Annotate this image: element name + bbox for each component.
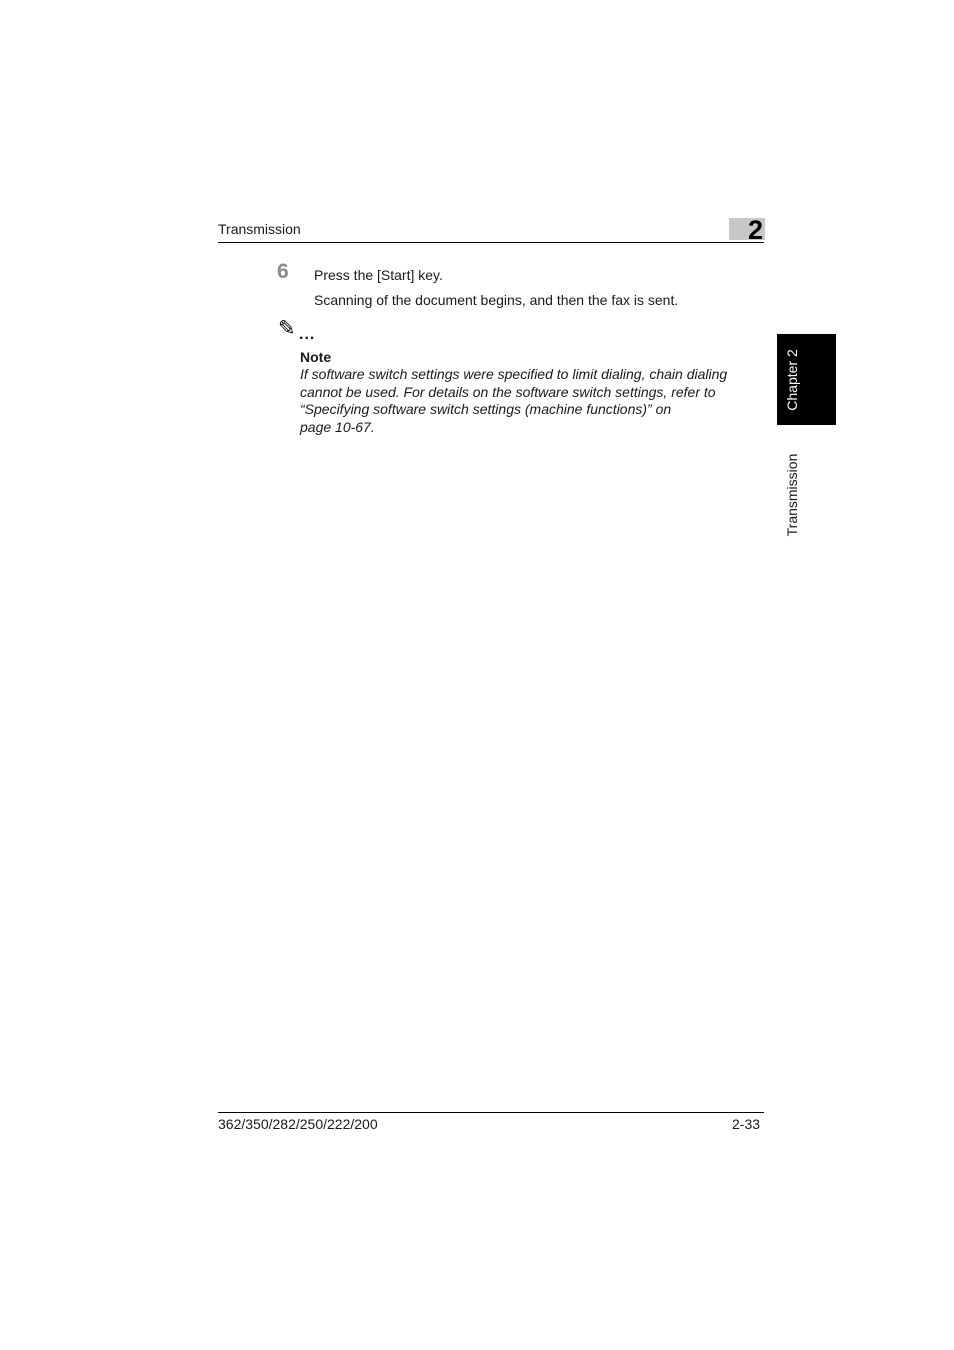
pencil-icon: ✎ [278, 317, 296, 340]
step-number: 6 [277, 260, 289, 283]
note-line: page 10-67. [300, 418, 375, 435]
section-tab-text: Transmission [784, 453, 800, 537]
header-divider [218, 242, 764, 243]
footer-page-number: 2-33 [732, 1116, 761, 1132]
note-line: cannot be used. For details on the software switch settings, refer to [300, 383, 716, 400]
note-line: “Specifying software switch settings (machine functions)” on [300, 401, 672, 418]
note-body [300, 366, 762, 436]
step-instruction: Press the [Start] key. [314, 267, 443, 283]
footer-model-numbers: 362/350/282/250/222/200 [218, 1116, 378, 1132]
running-header-title: Transmission [218, 221, 301, 237]
chapter-number: 2 [748, 215, 764, 245]
note-line: If software switch settings were specified to limit dialing, chain dialing [300, 366, 728, 382]
note-label: Note [300, 349, 332, 365]
footer-divider [218, 1112, 764, 1113]
note-dots: ... [299, 326, 316, 343]
step-result: Scanning of the document begins, and then the fax is sent. [314, 292, 679, 308]
chapter-tab-text: Chapter 2 [784, 349, 800, 411]
